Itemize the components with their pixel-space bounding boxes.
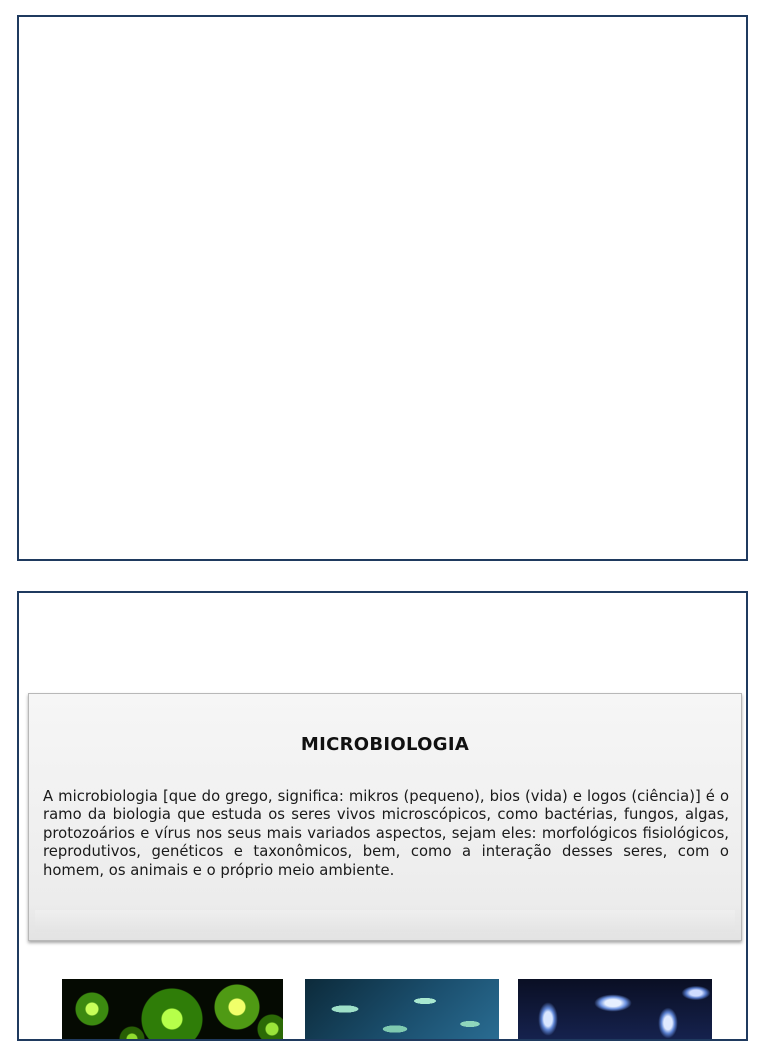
green-microorganisms-image [62, 979, 283, 1041]
bacteria-swimming-image [305, 979, 499, 1041]
text-box-shading [35, 910, 735, 932]
blank-slide [17, 15, 748, 561]
definition-text-box [28, 693, 742, 941]
slide-title: MICROBIOLOGIA [300, 734, 470, 755]
blue-bacilli-image [518, 979, 712, 1041]
microbiology-slide [17, 591, 748, 1041]
definition-paragraph: A microbiologia [que do grego, significa: mikros (pequeno), bios (vida) e logos (ciência)] é o ramo da biologia que estuda os seres vivos microscópicos, como bactérias, fungos, algas, protozoários e vírus nos seus mais variados aspectos, sejam eles: morfológicos fisiológicos, reprodutivos, genéticos e taxonômicos, bem, como a interação desses seres, com o homem, os animais e o próprio meio ambiente. [43, 788, 729, 879]
